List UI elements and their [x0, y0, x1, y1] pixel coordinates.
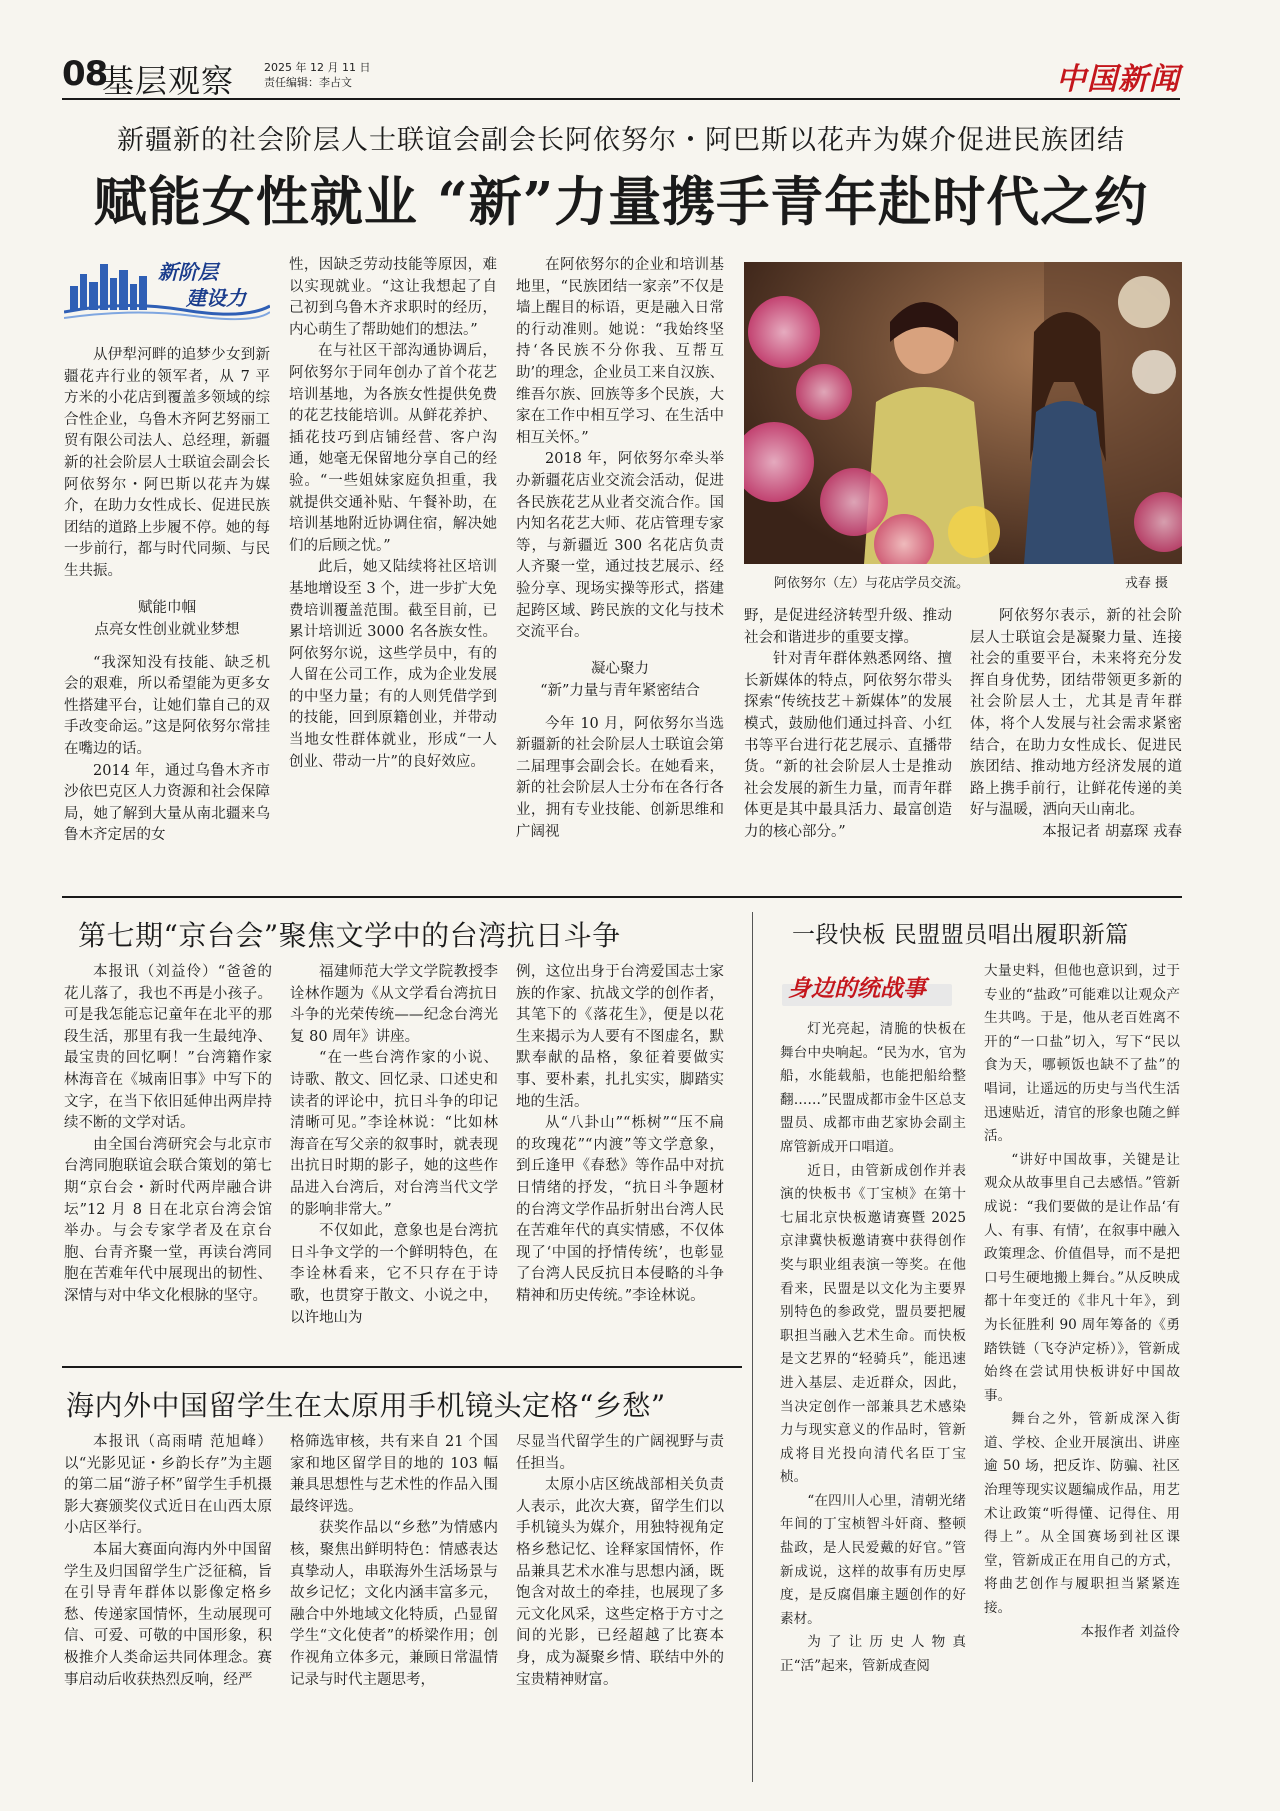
lead-title: 赋能女性就业 “新”力量携手青年赴时代之约	[93, 171, 1149, 233]
lead-column-5	[970, 606, 1182, 844]
lead-kicker: 新疆新的社会阶层人士联谊会副会长阿依努尔・阿巴斯以花卉为媒介促进民族团结	[117, 125, 1125, 156]
paragraph: 尽显当代留学生的广阔视野与责任担当。	[516, 1434, 724, 1472]
story3-column-1	[64, 1432, 272, 1691]
byline: 本报记者 胡嘉琛 戎春	[1042, 823, 1182, 840]
emblem-line1: 新阶层	[158, 260, 218, 284]
story3-column-2	[290, 1432, 498, 1691]
paragraph: 从伊犁河畔的追梦少女到新疆花卉行业的领军者，从 7 平方米的小花店到覆盖多领域的综合性企业，乌鲁木齐阿艺努丽工贸有限公司法人、总经理，新疆新的社会阶层人士联谊会副会长阿依努尔・阿巴斯以花卉为媒介，在助力女性成长、促进民族团结的道路上步履不停。她的每一步前行，都与时代同频、与民生共振。	[64, 347, 270, 579]
paragraph: “讲好中国故事，关键是让观众从故事里自己去感悟。”管新成说：“我们要做的是让作品‘有人、有事、有情’，在叙事中融入政策理念、价值倡导，而不是把口号生硬地搬上舞台。”从反映成都十年变迁的《非凡十年》，到为长征胜利 90 周年筹备的《勇踏铁链（飞夺泸定桥）》，管新成始终在尝试用快板讲好中国故事。	[984, 1151, 1180, 1404]
paragraph: 性，因缺乏劳动技能等原因，难以实现就业。“这让我想起了自己初到乌鲁木齐求职时的经历，内心萌生了帮助她们的想法。”	[289, 257, 497, 338]
paragraph: 为了让历史人物真正“活”起来，管新成查阅	[780, 1634, 966, 1675]
masthead	[62, 52, 1180, 100]
paragraph: 灯光亮起，清脆的快板在舞台中央响起。“民为水，官为船，水能载船，也能把船给整翻……”民盟成都市金牛区总支盟员、成都市曲艺家协会副主席管新成开口唱道。	[780, 1021, 966, 1155]
paragraph: 舞台之外，管新成深入街道、学校、企业开展演出、讲座逾 50 场，把反诈、防骗、社区治理等现实议题编成作品，用艺术让政策“听得懂、记得住、用得上”。从全国赛场到社区课堂，管新成正在用自己的方式，将曲艺创作与履职担当紧紧连接。	[984, 1411, 1180, 1617]
subhead: 点亮女性创业就业梦想	[94, 621, 240, 638]
paragraph: 针对青年群体熟悉网络、擅长新媒体的特点，阿依努尔带头探索“传统技艺＋新媒体”的发展模式，鼓励他们通过抖音、小红书等平台进行花艺展示、直播带货。“新的社会阶层人士是推动社会发展的新生力量，而青年群体更是其中最具活力、最富创造力的核心部分。”	[744, 651, 952, 840]
issue-date: 2025 年 12 月 11 日	[264, 61, 371, 74]
page-number: 08	[62, 54, 108, 94]
side-emblem	[782, 964, 962, 1010]
newspaper-logo: 中国新闻	[1056, 62, 1180, 97]
column-emblem	[64, 252, 270, 330]
paragraph: 近日，由管新成创作并表演的快板书《丁宝桢》在第十七届北京快板邀请赛暨 2025 京津冀快板邀请赛中获得创作奖与职业组表演一等奖。在他看来，民盟是以文化为主要界别特色的参政党，盟员要把履职担当融入艺术生命。而快板是文艺界的“轻骑兵”，能迅速进入基层、走近群众，因此，当决定创作一部兼具艺术感染力与现实意义的作品时，管新成将目光投向清代名臣丁宝桢。	[780, 1162, 966, 1486]
paragraph: 在与社区干部沟通协调后，阿依努尔于同年创办了首个花艺培训基地，为各族女性提供免费的花艺技能培训。从鲜花养护、插花技巧到店铺经营、客户沟通，她毫无保留地分享自己的经验。“一些姐妹家庭负担重，我就提供交通补贴、午餐补助，在培训基地附近协调住宿，解决她们的后顾之忧。”	[289, 343, 497, 554]
story2-title: 第七期“京台会”聚焦文学中的台湾抗日斗争	[78, 919, 621, 952]
editor-credit: 责任编辑：李占文	[264, 76, 352, 89]
lead-column-4	[744, 606, 952, 844]
paragraph: “我深知没有技能、缺乏机会的艰难，所以希望能为更多女性搭建平台，让她们靠自己的双手改变命运。”这是阿依努尔常挂在嘴边的话。	[64, 654, 270, 757]
paragraph: 在阿依努尔的企业和培训基地里，“民族团结一家亲”不仅是墙上醒目的标语，更是融入日常的行动准则。她说：“我始终坚持‘各民族不分你我、互帮互助’的理念，企业员工来自汉族、维吾尔族、回族等多个民族，大家在工作中相互学习、在生活中相互关怀。”	[516, 257, 724, 446]
section-divider	[62, 896, 1182, 898]
paragraph: “在一些台湾作家的小说、诗歌、散文、回忆录、口述史和读者的评论中，抗日斗争的印记清晰可见。”李诠林说：“比如林海音在写父亲的叙事时，就表现出抗日时期的影子，她的这些作品进入台湾后，对台湾当代文学的影响非常大。”	[290, 1050, 498, 1218]
paragraph: 此后，她又陆续将社区培训基地增设至 3 个，进一步扩大免费培训覆盖范围。截至目前，已累计培训近 3000 名各族女性。阿依努尔说，这些学员中，有的人留在公司工作，成为企业发展的中坚力量；有的人则凭借学到的技能，回到原籍创业，并带动当地女性群体就业，形成“一人创业、带动一片”的良好效应。	[289, 559, 497, 770]
paragraph: 由全国台湾研究会与北京市台湾同胞联谊会联合策划的第七期“京台会・新时代两岸融合讲坛”12 月 8 日在北京台湾会馆举办。与会专家学者及在京台胞、台青齐聚一堂，再读台湾同胞在苦难年代中展现出的韧性、深情与对中华文化根脉的坚守。	[64, 1136, 272, 1304]
story3-column-3	[516, 1432, 724, 1691]
lead-column-1	[64, 345, 270, 847]
subhead: “新”力量与青年紧密结合	[540, 682, 700, 699]
byline: 本报作者 刘益伶	[1080, 1623, 1180, 1640]
paragraph: 本届大赛面向海内外中国留学生及归国留学生广泛征稿，旨在引导青年群体以影像定格乡愁、传递家国情怀，生动展现可信、可爱、可敬的中国形象，积极推介人类命运共同体理念。赛事启动后收获热烈反响，经严	[64, 1541, 272, 1688]
lead-column-2	[289, 255, 497, 773]
paragraph: 例，这位出身于台湾爱国志士家族的作家、抗战文学的创作者，其笔下的《落花生》，便是以花生来揭示为人要有不图虚名，默默奉献的品格，象征着要做实事、要朴素，扎扎实实，脚踏实地的生活。	[516, 964, 724, 1110]
photo-credit: 戎春 摄	[1124, 576, 1168, 591]
paragraph: 2018 年，阿依努尔牵头举办新疆花店业交流会活动，促进各民族花艺从业者交流合作。国内知名花艺大师、花店管理专家等，与新疆近 300 名花店负责人齐聚一堂，通过技艺展示、经验分享、现场实操等形式，搭建起跨区域、跨民族的文化与技术交流平台。	[516, 451, 724, 641]
paragraph: 2014 年，通过乌鲁木齐市沙依巴克区人力资源和社会保障局，她了解到大量从南北疆来乌鲁木齐定居的女	[64, 762, 270, 844]
section-name: 基层观察	[102, 62, 235, 100]
paragraph: 不仅如此，意象也是台湾抗日斗争文学的一个鲜明特色，在李诠林看来，它不只存在于诗歌，也贯穿于散文、小说之中，以许地山为	[290, 1223, 498, 1326]
emblem-line2: 建设力	[186, 286, 246, 310]
paragraph: 今年 10 月，阿依努尔当选新疆新的社会阶层人士联谊会第二届理事会副会长。在她看来，新的社会阶层人士分布在各行各业，拥有专业技能、创新思维和广阔视	[516, 715, 724, 840]
issue-meta	[264, 60, 370, 90]
side-story-title: 一段快板 民盟盟员唱出履职新篇	[792, 922, 1129, 948]
caption-text: 阿依努尔（左）与花店学员交流。	[774, 576, 970, 591]
subhead: 赋能巾帼	[138, 599, 196, 616]
subhead: 凝心聚力	[591, 660, 649, 677]
paragraph: “在四川人心里，清朝光绪年间的丁宝桢智斗奸商、整顿盐政，是人民爱戴的好官。”管新成说，这样的故事有历史厚度，是反腐倡廉主题创作的好素材。	[780, 1492, 966, 1627]
paragraph: 太原小店区统战部相关负责人表示，此次大赛，留学生们以手机镜头为媒介，用独特视角定格乡愁记忆、诠释家国情怀，作品兼具艺术水准与思想内涵，既饱含对故土的牵挂，也展现了多元文化风采，这些定格于方寸之间的光影，已经超越了比赛本身，成为凝聚乡情、联结中外的宝贵精神财富。	[516, 1477, 724, 1688]
paragraph: 野，是促进经济转型升级、推动社会和谐进步的重要支撑。	[744, 608, 952, 646]
story3-title: 海内外中国留学生在太原用手机镜头定格“乡愁”	[66, 1389, 666, 1422]
lead-photo	[744, 262, 1182, 564]
paragraph: 格筛选审核，共有来自 21 个国家和地区留学目的地的 103 幅兼具思想性与艺术性的作品入围最终评选。	[290, 1434, 498, 1515]
story2-column-3	[516, 962, 724, 1308]
paragraph: 本报讯（刘益伶）“爸爸的花儿落了，我也不再是小孩子。可是我怎能忘记童年在北平的那段生活，那里有我一生最纯净、最宝贵的回忆啊！”台湾籍作家林海音在《城南旧事》中写下的文字，在当下依旧延伸出两岸持续不断的文学对话。	[64, 964, 272, 1132]
paragraph: 大量史料，但他也意识到，过于专业的“盐政”可能难以让观众产生共鸣。于是，他从老百姓离不开的“一口盐”切入，写下“民以食为天，哪顿饭也缺不了盐”的唱词，让遥远的历史与当代生活迅速贴近，清官的形象也随之鲜活。	[984, 963, 1180, 1145]
paragraph: 福建师范大学文学院教授李诠林作题为《从文学看台湾抗日斗争的光荣传统——纪念台湾光复 80 周年》讲座。	[290, 964, 498, 1045]
story2-column-1	[64, 962, 272, 1308]
lead-column-3	[516, 255, 724, 843]
paragraph: 本报讯（高雨晴 范旭峰）以“光影见证・乡韵长存”为主题的第二届“游子杯”留学生手机摄影大赛颁奖仪式近日在山西太原小店区举行。	[64, 1434, 272, 1537]
side-column-2	[984, 960, 1180, 1644]
paragraph: 获奖作品以“乡愁”为情感内核，聚焦出鲜明特色：情感表达真挚动人，串联海外生活场景与故乡记忆；文化内涵丰富多元，融合中外地域文化特质，凸显留学生“文化使者”的桥梁作用；创作视角立体多元，兼顾日常温情记录与时代主题思考，	[290, 1520, 498, 1688]
column-divider	[752, 912, 753, 1782]
paragraph: 阿依努尔表示，新的社会阶层人士联谊会是凝聚力量、连接社会的重要平台，未来将充分发挥自身优势，团结带领更多新的社会阶层人士，尤其是青年群体，将个人发展与社会需求紧密结合，在助力女性成长、促进民族团结、推动地方经济发展的道路上携手前行，让鲜花传递的美好与温暖，洒向天山南北。	[970, 608, 1182, 819]
emblem-text: 身边的统战事	[788, 975, 926, 1002]
story2-column-2	[290, 962, 498, 1329]
section-divider	[62, 1366, 742, 1368]
paragraph: 从“八卦山”“栎树”“压不扁的玫瑰花”“内渡”等文学意象，到丘逢甲《春愁》等作品中对抗日情绪的抒发，“抗日斗争题材的台湾文学作品折射出台湾人民在苦难年代的真实情感，不仅体现了‘中国的抒情传统’，也彰显了台湾人民反抗日本侵略的斗争精神和历史传统。”李诠林说。	[516, 1115, 724, 1304]
side-column-1	[780, 1018, 966, 1679]
